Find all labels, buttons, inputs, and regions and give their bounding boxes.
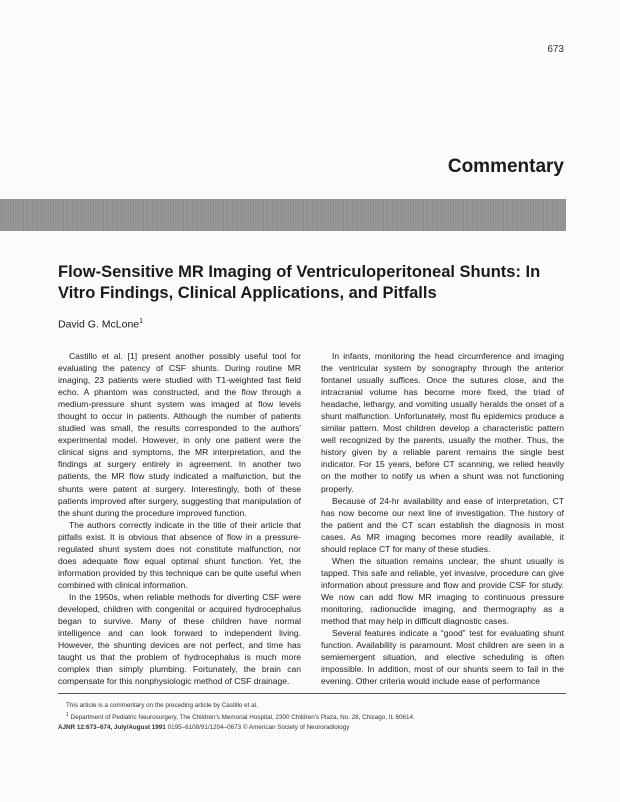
footnote-mark: 1 <box>66 711 69 718</box>
paragraph: Because of 24-hr availability and ease of interpretation, CT has now become our next line of investigation. The history of the patient and the CT scan establish the diagnosis in most cases. As MR imaging becomes more readily available, it should replace CT for many of these studies. <box>321 495 564 554</box>
journal-reference: AJNR 12:673–674, July/August 1991 <box>58 724 166 732</box>
footnotes <box>58 701 566 733</box>
paragraph: In the 1950s, when reliable methods for diverting CSF were developed, children with congenital or acquired hydrocephalus began to survive. Many of these children have normal intelligence and can look forward to independent living. However, the shunting devices are not perfect, and time has taught us that the problem of hydrocephalus is much more complex than simply plumbing. Fortunately, the brain can compensate for this nonphysiologic method of CSF drainage. <box>58 591 301 687</box>
author-line <box>58 318 143 331</box>
journal-issn-copyright: 0195–6108/91/1204–0673 © American Society of Neuroradiology <box>167 724 350 732</box>
footnote-affiliation-text: Department of Pediatric Neurosurgery, The Children's Memorial Hospital, 2300 Children's Plaza, No. 28, Chicago, IL 60614. <box>70 713 415 721</box>
footnote-divider <box>58 693 566 694</box>
paragraph: Several features indicate a “good” test for evaluating shunt function. Availability is paramount. Most children are seen in a semiemergent situation, and elective scheduling is often impossible. In addition, most of our shunts seem to fail in the evening. Other criteria would include ease of performance <box>321 628 564 687</box>
paragraph: Castillo et al. [1] present another possibly useful tool for evaluating the patency of CSF shunts. During routine MR imaging, 23 patients were studied with T1-weighted fast field echo. A phantom was constructed, and the flow through a medium-pressure shunt system was imaged at flow levels thought to occur in patients. Although the number of patients studied was small, the results corresponded to the authors' experimental model. However, in only one patient were the clinical signs and symptoms, the MR interpretation, and the findings at surgery entirely in agreement. In another two patients, the MR flow study indicated a malfunction, but the shunts were patent at surgery. Interestingly, both of these patients improved after surgery, suggesting that manipulation of the shunt during the procedure improved function. <box>58 351 301 518</box>
footnote-commentary: This article is a commentary on the preceding article by Castillo et al. <box>66 702 258 709</box>
author-name: David G. McLone <box>58 318 140 331</box>
footnote-affiliation <box>58 711 566 723</box>
section-label: Commentary <box>447 156 564 177</box>
article-title: Flow-Sensitive MR Imaging of Ventriculoperitoneal Shunts: In Vitro Findings, Clinical Applications, and Pitfalls <box>58 263 541 302</box>
page-number: 673 <box>547 44 564 55</box>
journal-citation <box>58 723 566 733</box>
author-affiliation-mark: 1 <box>139 318 144 325</box>
right-column <box>321 350 564 687</box>
left-column <box>58 350 301 687</box>
paragraph: In infants, monitoring the head circumference and imaging the ventricular system by sonography through the anterior fontanel usually suffices. Once the sutures close, and the intracranial volume has become more fixed, the triad of headache, lethargy, and vomiting usually heralds the onset of a shunt malfunction. Unfortunately, most flu epidemics produce a similar pattern. Most children develop a characteristic pattern well recognized by the parents, usually the mother. Thus, the history given by a reliable parent remains the single best indicator. For 15 years, before CT scanning, we relied heavily on the mother to notify us when a shunt was not functioning properly. <box>321 351 564 494</box>
section-header-bar <box>0 199 566 231</box>
paragraph: When the situation remains unclear, the shunt usually is tapped. This safe and reliable, yet invasive, procedure can give information about pressure and flow and provide CSF for study. We now can add flow MR imaging to continuous pressure monitoring, radionuclide imaging, and thermography as a method that may help in difficult diagnostic cases. <box>321 555 564 627</box>
paragraph: The authors correctly indicate in the title of their article that pitfalls exist. It is obvious that absence of flow in a pressure-regulated shunt system does not constitute malfunction, nor does adequate flow equal optimal shunt function. Yet, the information provided by this technique can be quite useful when combined with clinical information. <box>58 519 301 590</box>
